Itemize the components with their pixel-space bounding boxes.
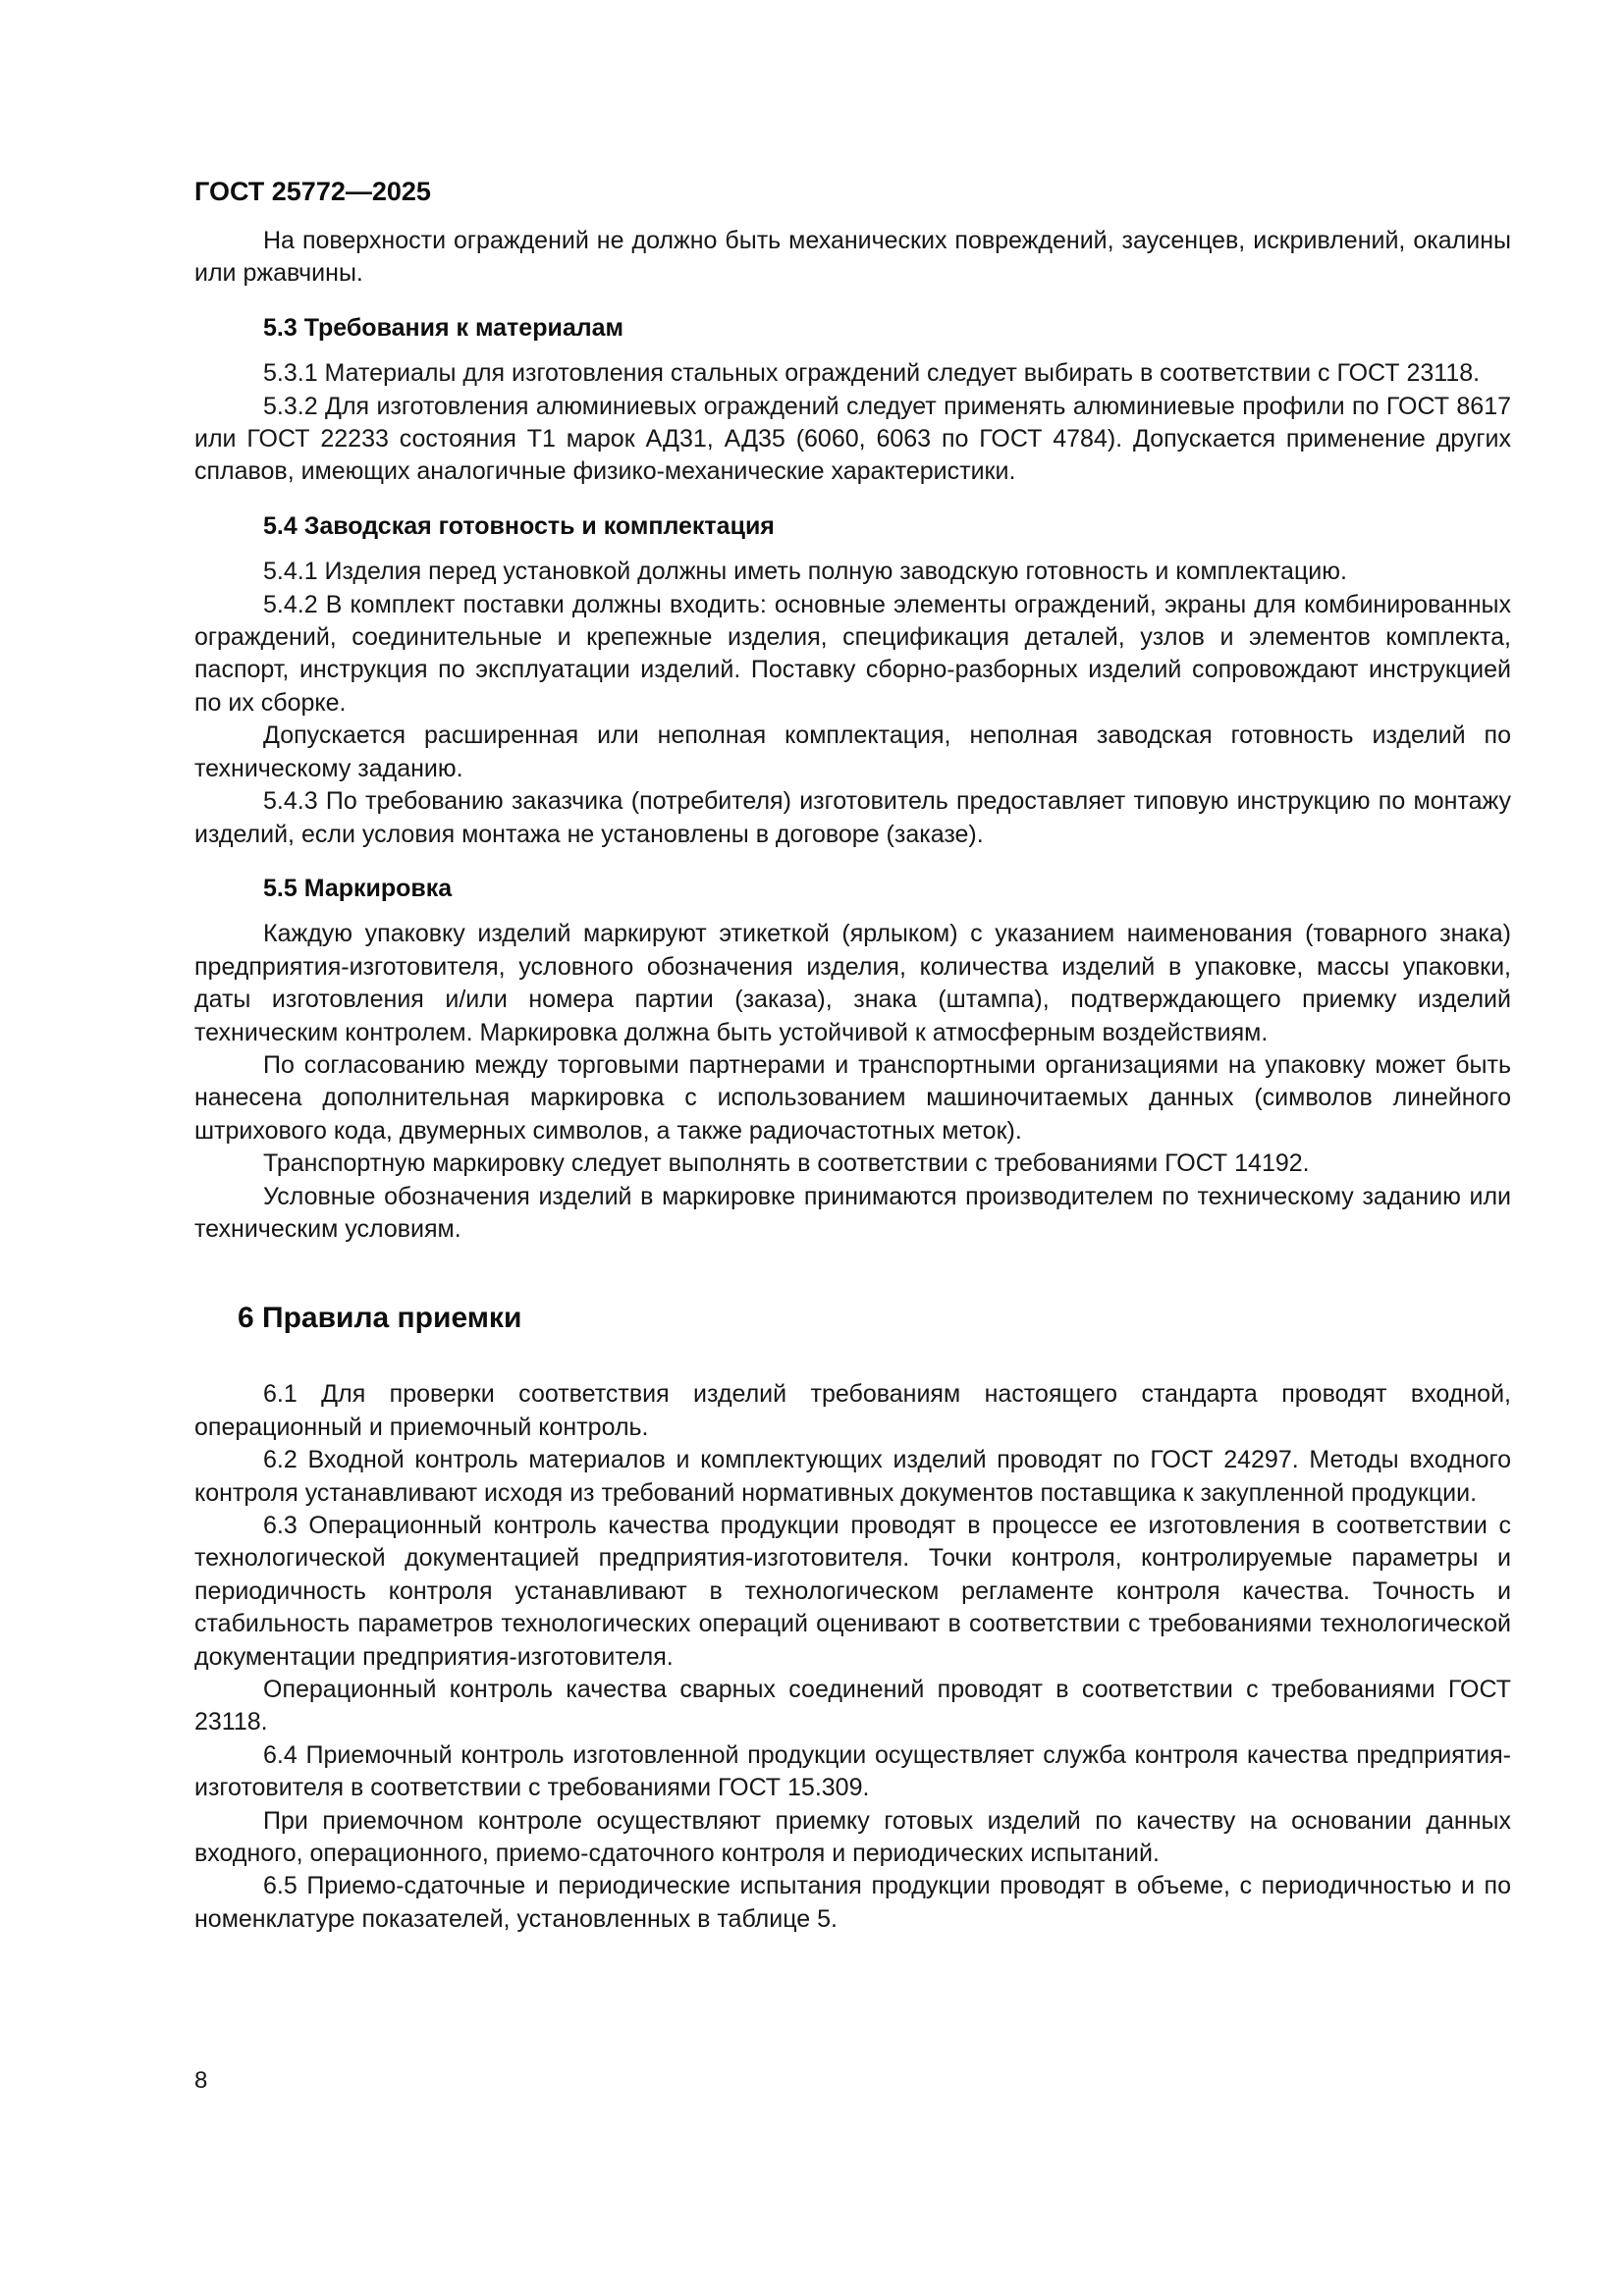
paragraph: 5.4.2 В комплект поставки должны входить: основные элементы ограждений, экраны для комбинированных ограждений, соединительные и крепежные изделия, спецификация деталей, узлов и элементов комплекта, паспорт, инструкция по эксплуатации изделий. Поставку сборно-разборных изделий сопровождают инструкцией по их сборке. xyxy=(194,590,1511,717)
paragraph: 6.1 Для проверки соответствия изделий требованиям настоящего стандарта проводят входной, операционный и приемочный контроль. xyxy=(194,1380,1511,1441)
paragraph: 5.3.1 Материалы для изготовления стальных ограждений следует выбирать в соответствии с ГОСТ 23118. xyxy=(263,359,1481,388)
paragraph: 6.5 Приемо-сдаточные и периодические испытания продукции проводят в объеме, с периодичностью и по номенклатуре показателей, установленных в таблице 5. xyxy=(194,1872,1511,1933)
section-heading-5-5: 5.5 Маркировка xyxy=(263,874,453,902)
paragraph: При приемочном контроле осуществляют приемку готовых изделий по качеству на основании данных входного, операционного, приемо-сдаточного контроля и периодических испытаний. xyxy=(194,1806,1511,1868)
paragraph: 5.4.3 По требованию заказчика (потребителя) изготовитель предоставляет типовую инструкцию по монтажу изделий, если условия монтажа не установлены в договоре (заказе). xyxy=(194,787,1511,848)
doc-header: ГОСТ 25772—2025 xyxy=(194,177,431,206)
paragraph: Транспортную маркировку следует выполнять в соответствии с требованиями ГОСТ 14192. xyxy=(263,1149,1310,1178)
document-body xyxy=(194,225,1511,1936)
paragraph: 5.4.1 Изделия перед установкой должны иметь полную заводскую готовность и комплектацию. xyxy=(263,558,1347,586)
paragraph: 6.4 Приемочный контроль изготовленной продукции осуществляет служба контроля качества предприятия-изготовителя в соответствии с требованиями ГОСТ 15.309. xyxy=(194,1740,1511,1802)
section-heading-5-4: 5.4 Заводская готовность и комплектация xyxy=(263,511,775,540)
paragraph: Операционный контроль качества сварных соединений проводят в соответствии с требованиями ГОСТ 23118. xyxy=(194,1676,1511,1736)
paragraph: 6.2 Входной контроль материалов и комплектующих изделий проводят по ГОСТ 24297. Методы входного контроля устанавливают исходя из требований нормативных документов поставщика к закупленной продукции. xyxy=(194,1446,1511,1507)
paragraph: По согласованию между торговыми партнерами и транспортными организациями на упаковку может быть нанесена дополнительная маркировка с использованием машиночитаемых данных (символов линейного штрихового кода, двумерных символов, а также радиочастотных меток). xyxy=(194,1050,1511,1145)
section-heading-5-3: 5.3 Требования к материалам xyxy=(263,313,624,342)
chapter-heading-6: 6 Правила приемки xyxy=(238,1302,522,1335)
paragraph: На поверхности ограждений не должно быть механических повреждений, заусенцев, искривлений, окалины или ржавчины. xyxy=(194,227,1511,288)
paragraph: Допускается расширенная или неполная комплектация, неполная заводская готовность изделий по техническому заданию. xyxy=(194,721,1511,782)
page-number: 8 xyxy=(194,2067,208,2094)
paragraph: Условные обозначения изделий в маркировке принимаются производителем по техническому заданию или техническим условиям. xyxy=(194,1182,1511,1243)
paragraph: Каждую упаковку изделий маркируют этикеткой (ярлыком) с указанием наименования (товарного знака) предприятия-изготовителя, условного обозначения изделия, количества изделий в упаковке, массы упаковки, даты изготовления и/или номера партии (заказа), знака (штампа), подтверждающего приемку изделий техническим контролем. Маркировка должна быть устойчивой к атмосферным воздействиям. xyxy=(194,920,1511,1046)
paragraph: 6.3 Операционный контроль качества продукции проводят в процессе ее изготовления в соответствии с технологической документацией предприятия-изготовителя. Точки контроля, контролируемые параметры и периодичность контроля устанавливают в технологическом регламенте контроля качества. Точность и стабильность параметров технологических операций оценивают в соответствии с требованиями технологической документации предприятия-изготовителя. xyxy=(194,1512,1511,1671)
paragraph: 5.3.2 Для изготовления алюминиевых ограждений следует применять алюминиевые профили по ГОСТ 8617 или ГОСТ 22233 состояния Т1 марок АД31, АД35 (6060, 6063 по ГОСТ 4784). Допускается применение других сплавов, имеющих аналогичные физико-механические характеристики. xyxy=(194,392,1511,486)
